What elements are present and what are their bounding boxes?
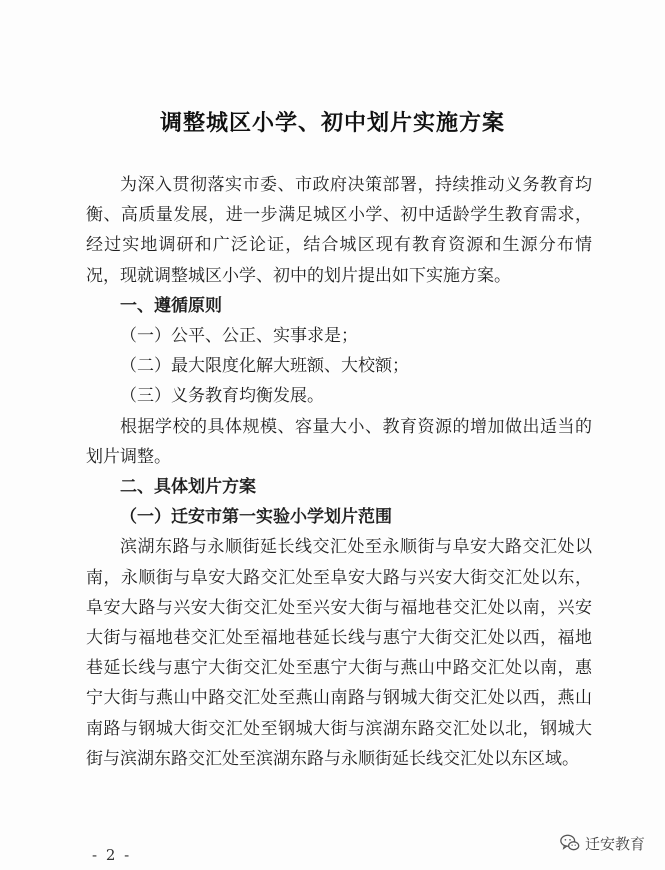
intro-paragraph: 为深入贯彻落实市委、市政府决策部署，持续推动义务教育均衡、高质量发展，进一步满足城区小学、初中适龄学生教育需求，经过实地调研和广泛论证，结合城区现有教育资源和生源分布情况，现就调整城区小学、初中的划片提出如下实施方案。 <box>86 175 592 286</box>
document-body <box>86 170 592 774</box>
principle-item: （三）义务教育均衡发展。 <box>120 386 324 407</box>
zoning-paragraph: 滨湖东路与永顺街延长线交汇处至永顺街与阜安大路交汇处以南，永顺街与阜安大路交汇处至阜安大路与兴安大街交汇处以东，阜安大路与兴安大街交汇处至兴安大街与福地巷交汇处以南，兴安大街与福地巷交汇处至福地巷延长线与惠宁大街交汇处以西，福地巷延长线与惠宁大街交汇处至惠宁大街与燕山中路交汇处以南，惠宁大街与燕山中路交汇处至燕山南路与钢城大街交汇处以西，燕山南路与钢城大街交汇处至钢城大街与滨湖东路交汇处以北，钢城大街与滨湖东路交汇处至滨湖东路与永顺街延长线交汇处以东区域。 <box>86 537 592 769</box>
principle-item: （一）公平、公正、实事求是； <box>120 326 358 347</box>
subsection-heading-school: （一）迁安市第一实验小学划片范围 <box>120 507 392 528</box>
wechat-icon <box>559 832 581 854</box>
principles-note-paragraph: 根据学校的具体规模、容量大小、教育资源的增加做出适当的划片调整。 <box>86 416 592 467</box>
principle-item: （二）最大限度化解大班额、大校额； <box>120 356 409 377</box>
watermark <box>559 832 645 854</box>
section-heading-plan: 二、具体划片方案 <box>120 477 256 498</box>
watermark-text: 迁安教育 <box>584 834 645 853</box>
section-heading-principles: 一、遵循原则 <box>120 295 222 316</box>
page-number: - 2 - <box>92 846 132 864</box>
page-title: 调整城区小学、初中划片实施方案 <box>159 111 505 136</box>
